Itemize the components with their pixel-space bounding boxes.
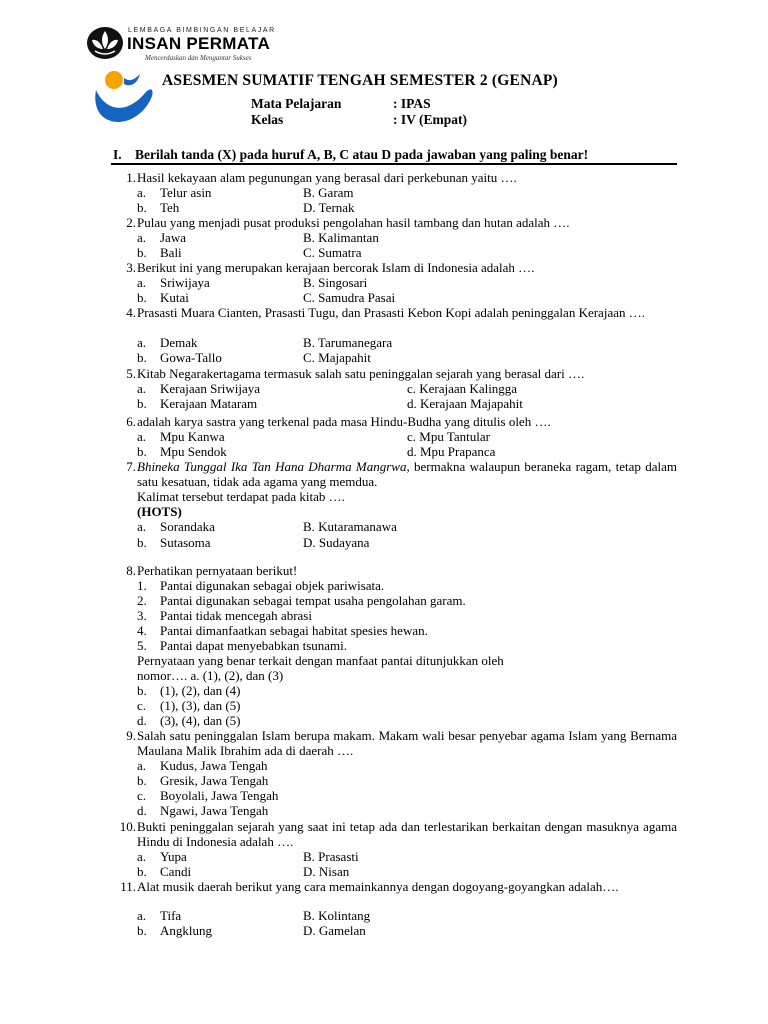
question-number: 1. [126, 170, 136, 185]
logo-tagline: Mencerdaskan dan Mengantar Sukses [145, 54, 252, 62]
italic-phrase: Bhineka Tunggal Ika Tan Hana Dharma Mangrwa [137, 459, 407, 474]
option[interactable]: D. Ternak [303, 200, 355, 215]
question-11: 11. Alat musik daerah berikut yang cara memainkannya dengan dogoyang-goyangkan adalah…. [120, 879, 619, 894]
lotus-emblem-icon [86, 26, 124, 60]
option[interactable]: C. Samudra Pasai [303, 290, 396, 305]
option[interactable]: B. Kutaramanawa [303, 519, 397, 534]
question-8-option-a[interactable]: nomor…. a. (1), (2), dan (3) [137, 668, 284, 683]
option[interactable]: c. Kerajaan Kalingga [407, 381, 518, 396]
class-value: : IV (Empat) [393, 112, 467, 127]
option[interactable]: D. Sudayana [303, 535, 370, 550]
class-label: Kelas [251, 112, 284, 127]
logo-org-line: LEMBAGA BIMBINGAN BELAJAR [128, 27, 276, 34]
option[interactable]: C. Sumatra [303, 245, 362, 260]
question-9: 9. Salah satu peninggalan Islam berupa makam. Makam wali besar penyebar agama Islam yang Bernama Maulana Malik Ibrahim ada di daerah …. [126, 728, 677, 758]
swoosh-logo-icon [94, 68, 156, 130]
question-text: Hasil kekayaan alam pegunungan yang berasal dari perkebunan yaitu …. [137, 170, 517, 185]
question-4: 4. Prasasti Muara Cianten, Prasasti Tugu, dan Prasasti Kebon Kopi adalah peninggalan Kerajaan …. [126, 305, 645, 320]
question-10: 10. Bukti peninggalan sejarah yang saat ini tetap ada dan terlestarikan berkaitan dengan masuknya agama Hindu di Indonesia adalah …. [119, 819, 677, 849]
option[interactable]: B. Prasasti [303, 849, 359, 864]
subject-value: : IPAS [393, 96, 431, 111]
option[interactable]: B. Tarumanegara [303, 335, 393, 350]
section-instruction: Berilah tanda (X) pada huruf A, B, C atau D pada jawaban yang paling benar! [135, 147, 589, 162]
option[interactable]: B. Kolintang [303, 908, 371, 923]
option[interactable]: C. Majapahit [303, 350, 371, 365]
subject-label: Mata Pelajaran [251, 96, 342, 111]
page-title: ASESMEN SUMATIF TENGAH SEMESTER 2 (GENAP) [162, 72, 558, 89]
option[interactable]: c. Mpu Tantular [407, 429, 490, 444]
option[interactable]: B. Garam [303, 185, 354, 200]
section-divider [111, 163, 677, 165]
section-number: I. [113, 147, 122, 162]
question-8-extra: Pernyataan yang benar terkait dengan manfaat pantai ditunjukkan oleh [137, 653, 504, 668]
hots-label: (HOTS) [137, 504, 182, 519]
question-7: 7. Bhineka Tunggal Ika Tan Hana Dharma Mangrwa, bermakna walaupun beraneka ragam, tetap dalam satu kesatuan, tidak ada agama yang memdua. [126, 459, 677, 489]
option[interactable]: D. Nisan [303, 864, 350, 879]
option[interactable]: B. Singosari [303, 275, 368, 290]
question-7-extra: Kalimat tersebut terdapat pada kitab …. [137, 489, 345, 504]
option[interactable]: B. Kalimantan [303, 230, 379, 245]
logo-name: INSAN PERMATA [127, 34, 271, 53]
option[interactable]: D. Gamelan [303, 923, 366, 938]
option[interactable]: d. Kerajaan Majapahit [407, 396, 523, 411]
option[interactable]: d. Mpu Prapanca [407, 444, 496, 459]
